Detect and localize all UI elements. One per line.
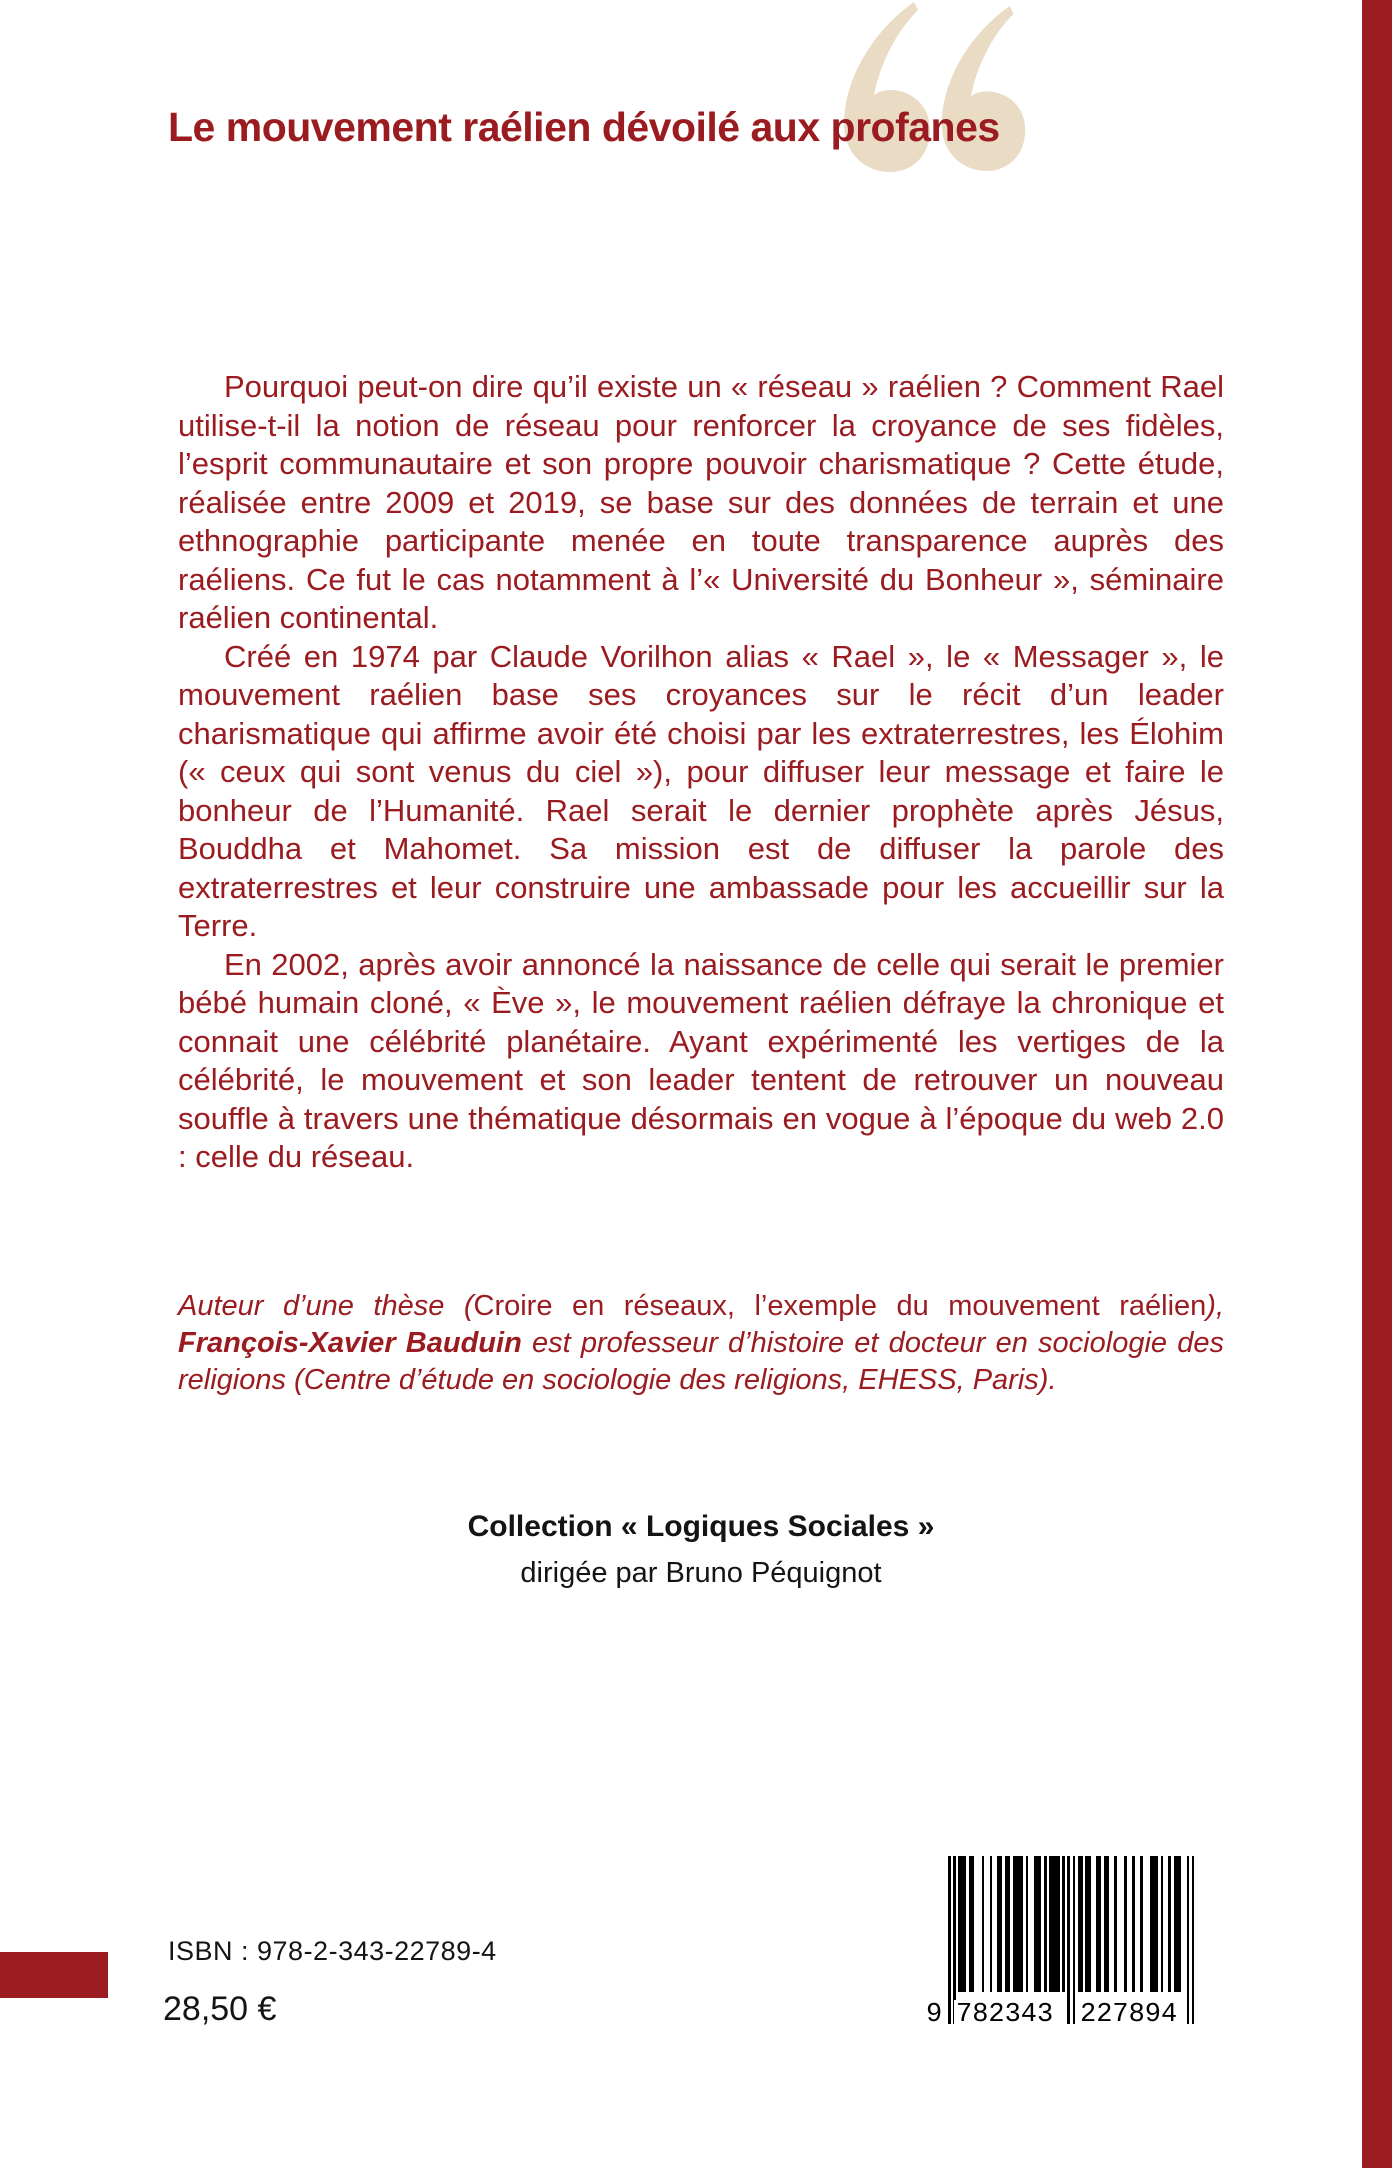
isbn-label: ISBN : 978-2-343-22789-4 (168, 1936, 497, 1966)
bio-segment: ), (1206, 1290, 1224, 1322)
barcode-digits-right: 227894 (1080, 2000, 1178, 2030)
paragraph: Créé en 1974 par Claude Vorilhon alias « Rael », le « Messager », le mouvement raélien base ses croyances sur le récit d’un leader charismatique qui affirme avoir été choisi par les extraterrestres, les Élohim (« ceux qui sont venus du ciel »), pour diffuser leur message et faire le bonheur de l’Humanité. Rael serait le dernier prophète après Jésus, Bouddha et Mahomet. Sa mission est de diffuser la parole des extraterrestres et leur construire une ambassade pour les accueillir sur la Terre. (178, 638, 1224, 943)
collection-title: Collection « Logiques Sociales » (467, 1510, 935, 1543)
barcode-bars (922, 1856, 1202, 2024)
quotation-marks-icon (838, 2, 1038, 183)
spine-accent-bar (1362, 0, 1392, 2168)
collection-block (178, 1504, 1224, 1596)
author-bio (178, 1288, 1224, 1399)
paragraph: En 2002, après avoir annoncé la naissance de celle qui serait le premier bébé humain cloné, « Ève », le mouvement raélien défraye la chronique et connait une célébrité planétaire. Ayant expérimenté les vertiges de la célébrité, le mouvement et son leader tentent de retrouver un nouveau souffle à travers une thématique désormais en vogue à l’époque du web 2.0 : celle du réseau. (178, 946, 1224, 1174)
bio-segment: Auteur d’une thèse ( (178, 1290, 474, 1322)
barcode-digit-system: 9 (926, 2000, 943, 2030)
barcode (922, 1856, 1202, 2028)
body-paragraphs (178, 368, 1224, 1177)
barcode-digits-left: 782343 (956, 2000, 1054, 2030)
price-accent-tab (0, 1952, 108, 1998)
price-label: 28,50 € (163, 1990, 277, 2028)
page-title: Le mouvement raélien dévoilé aux profanes (168, 104, 1000, 150)
paragraph: Pourquoi peut-on dire qu’il existe un « réseau » raélien ? Comment Rael utilise-t-il la notion de réseau pour renforcer la croyance de ses fidèles, l’esprit communautaire et son propre pouvoir charismatique ? Cette étude, réalisée entre 2009 et 2019, se base sur des données de terrain et une ethnographie participante menée en toute transparence auprès des raéliens. Ce fut le cas notamment à l’« Université du Bonheur », séminaire raélien continental. (178, 369, 1224, 635)
bio-segment: Croire en réseaux, l’exemple du mouvement raélien (473, 1290, 1207, 1322)
bio-segment: François-Xavier Bauduin (178, 1327, 522, 1359)
bio-segment: est professeur d’histoire et docteur en sociologie des religions (Centre d’étude en sociologie des religions, EHESS, Paris). (178, 1327, 1224, 1396)
collection-director: dirigée par Bruno Péquignot (520, 1557, 882, 1589)
